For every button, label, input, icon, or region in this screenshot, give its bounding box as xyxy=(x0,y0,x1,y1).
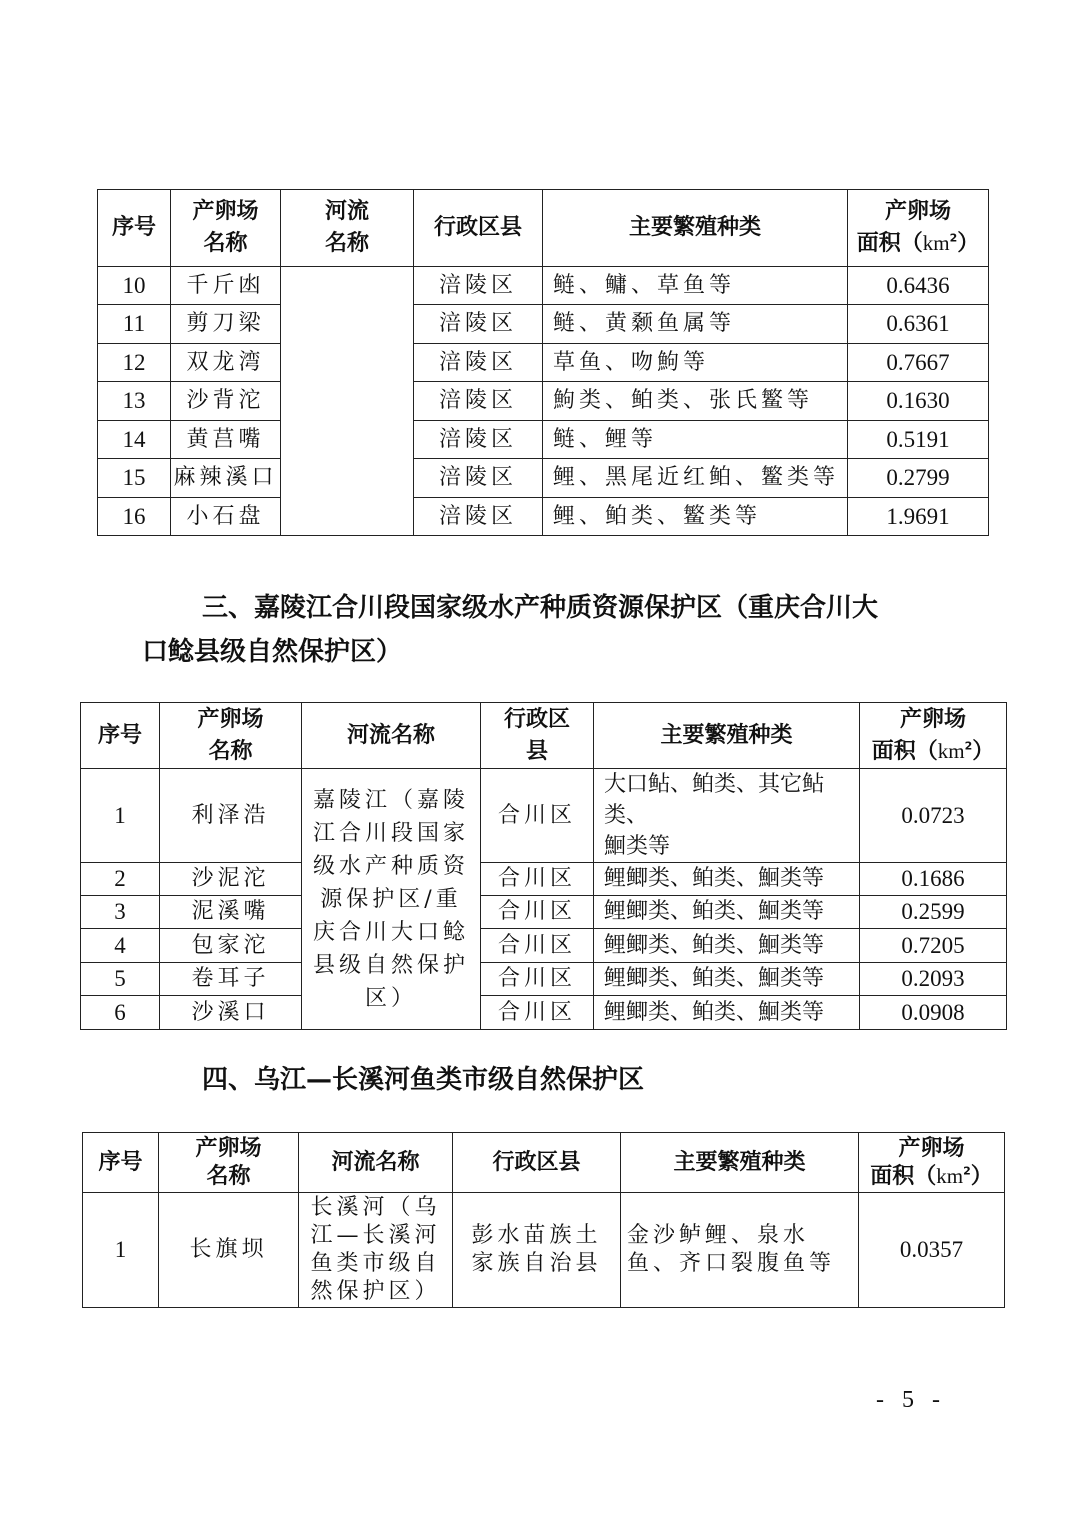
header-species: 主要繁殖种类 xyxy=(621,1133,859,1193)
header-district: 行政区县 xyxy=(414,190,543,267)
cell-site: 利泽浩 xyxy=(160,769,302,863)
table-row xyxy=(98,421,989,459)
cell-species: 鲤、黑尾近红鲌、鳘类等 xyxy=(543,459,848,498)
cell-species: 鲤鲫类、鲌类、鮰类等 xyxy=(594,963,860,996)
cell-site: 千斤凼 xyxy=(171,267,281,305)
header-district: 行政区 县 xyxy=(481,703,594,769)
cell-area: 0.6361 xyxy=(848,305,989,344)
header-river: 河流名称 xyxy=(299,1133,453,1193)
cell-district: 涪陵区 xyxy=(414,344,543,382)
section3-heading-line2: 口鲶县级自然保护区） xyxy=(142,637,403,667)
cell-no: 13 xyxy=(98,382,171,421)
cell-district: 涪陵区 xyxy=(414,498,543,536)
table-row xyxy=(81,929,1007,963)
table-row xyxy=(81,769,1007,863)
cell-no: 12 xyxy=(98,344,171,382)
table-row xyxy=(98,459,989,498)
spawning-table-wujiang xyxy=(82,1132,1005,1308)
cell-no: 16 xyxy=(98,498,171,536)
header-site-line2: 名称 xyxy=(203,231,248,256)
cell-no: 5 xyxy=(81,963,160,996)
cell-district: 合川区 xyxy=(481,896,594,929)
cell-site: 沙背沱 xyxy=(171,382,281,421)
table-header-row xyxy=(98,190,989,267)
cell-species: 鲤鲫类、鲌类、鮰类等 xyxy=(594,996,860,1030)
cell-site: 卷耳子 xyxy=(160,963,302,996)
cell-no: 6 xyxy=(81,996,160,1030)
cell-no: 4 xyxy=(81,929,160,963)
cell-species: 鲤鲫类、鲌类、鮰类等 xyxy=(594,863,860,896)
table-header-row xyxy=(81,703,1007,769)
header-site: 产卵场 名称 xyxy=(159,1133,299,1193)
cell-district: 涪陵区 xyxy=(414,459,543,498)
cell-district: 合川区 xyxy=(481,863,594,896)
cell-no: 3 xyxy=(81,896,160,929)
table-row xyxy=(98,267,989,305)
cell-no: 10 xyxy=(98,267,171,305)
cell-species: 鲢、黄颡鱼属等 xyxy=(543,305,848,344)
cell-area: 0.5191 xyxy=(848,421,989,459)
cell-district: 彭水苗族土家族自治县 xyxy=(453,1193,621,1308)
cell-area: 0.2599 xyxy=(860,896,1007,929)
header-area-line2: 面积$(km^2)$ xyxy=(856,231,980,256)
header-site-line1: 产卵场 xyxy=(192,199,259,225)
cell-species: 鲤鲫类、鲌类、鮰类等 xyxy=(594,929,860,963)
cell-district: 合川区 xyxy=(481,769,594,863)
cell-area: 0.0357 xyxy=(859,1193,1005,1308)
table-row xyxy=(83,1193,1005,1308)
cell-species: 大口鲇、鲌类、其它鲇类、 鮰类等 xyxy=(594,769,860,863)
header-district: 行政区县 xyxy=(453,1133,621,1193)
cell-area: 0.1686 xyxy=(860,863,1007,896)
section3-heading xyxy=(142,586,962,674)
header-river xyxy=(281,190,414,267)
cell-site: 麻辣溪口 xyxy=(171,459,281,498)
page-number: - 5 - xyxy=(876,1387,946,1413)
cell-site: 小石盘 xyxy=(171,498,281,536)
header-area xyxy=(848,190,989,267)
cell-site: 黄莒嘴 xyxy=(171,421,281,459)
cell-no: 2 xyxy=(81,863,160,896)
table-header-row xyxy=(83,1133,1005,1193)
cell-species: 鲢、鲤等 xyxy=(543,421,848,459)
header-site: 产卵场 名称 xyxy=(160,703,302,769)
cell-district: 涪陵区 xyxy=(414,305,543,344)
cell-river: 长溪河（乌江—长溪河鱼类市级自然保护区） xyxy=(299,1193,453,1308)
cell-site: 沙溪口 xyxy=(160,996,302,1030)
cell-area: 0.6436 xyxy=(848,267,989,305)
cell-species: 鲤、鲌类、鳘类等 xyxy=(543,498,848,536)
cell-district: 合川区 xyxy=(481,963,594,996)
section3-heading-line1: 三、嘉陵江合川段国家级水产种质资源保护区（重庆合川大 xyxy=(202,593,879,623)
header-area: 产卵场 面积$(km^2)$ xyxy=(859,1133,1005,1193)
table-row xyxy=(98,344,989,382)
cell-no: 15 xyxy=(98,459,171,498)
table-row xyxy=(98,382,989,421)
header-no: 序号 xyxy=(81,703,160,769)
header-area: 产卵场 面积$(km^2)$ xyxy=(860,703,1007,769)
cell-no: 1 xyxy=(83,1193,159,1308)
cell-district: 涪陵区 xyxy=(414,382,543,421)
header-species: 主要繁殖种类 xyxy=(543,190,848,267)
cell-site: 剪刀梁 xyxy=(171,305,281,344)
header-site xyxy=(171,190,281,267)
table-row xyxy=(81,963,1007,996)
cell-no: 14 xyxy=(98,421,171,459)
header-species: 主要繁殖种类 xyxy=(594,703,860,769)
cell-species: 鲢、鳙、草鱼等 xyxy=(543,267,848,305)
table-row xyxy=(81,863,1007,896)
cell-species: 鮈类、鲌类、张氏鳘等 xyxy=(543,382,848,421)
header-area-line1: 产卵场 xyxy=(884,199,951,225)
cell-site: 双龙湾 xyxy=(171,344,281,382)
header-no: 序号 xyxy=(83,1133,159,1193)
cell-species: 鲤鲫类、鲌类、鮰类等 xyxy=(594,896,860,929)
header-river-line2: 名称 xyxy=(324,231,369,256)
cell-area: 0.2799 xyxy=(848,459,989,498)
cell-area: 0.0723 xyxy=(860,769,1007,863)
table-row xyxy=(81,996,1007,1030)
cell-species: 草鱼、吻鮈等 xyxy=(543,344,848,382)
cell-district: 涪陵区 xyxy=(414,267,543,305)
cell-no: 1 xyxy=(81,769,160,863)
cell-species: 金沙鲈鲤、泉水鱼、齐口裂腹鱼等 xyxy=(621,1193,859,1308)
spawning-table-jialing xyxy=(80,702,1007,1030)
cell-area: 0.0908 xyxy=(860,996,1007,1030)
cell-district: 合川区 xyxy=(481,929,594,963)
table-row xyxy=(81,896,1007,929)
cell-site: 长旗坝 xyxy=(159,1193,299,1308)
section4-heading: 四、乌江—长溪河鱼类市级自然保护区 xyxy=(202,1065,645,1095)
cell-area: 1.9691 xyxy=(848,498,989,536)
cell-area: 0.2093 xyxy=(860,963,1007,996)
table-row xyxy=(98,498,989,536)
header-river-line1: 河流 xyxy=(324,199,369,225)
cell-area: 0.7667 xyxy=(848,344,989,382)
cell-river-merged: 嘉陵江（嘉陵江合川段国家级水产种质资源保护区/重庆合川大口鲶县级自然保护区） xyxy=(302,769,481,1030)
cell-site: 泥溪嘴 xyxy=(160,896,302,929)
cell-site: 包家沱 xyxy=(160,929,302,963)
spawning-table-continued xyxy=(97,189,989,536)
header-no: 序号 xyxy=(98,190,171,267)
header-river: 河流名称 xyxy=(302,703,481,769)
cell-no: 11 xyxy=(98,305,171,344)
cell-area: 0.7205 xyxy=(860,929,1007,963)
cell-river-merged xyxy=(281,267,414,536)
cell-district: 涪陵区 xyxy=(414,421,543,459)
cell-district: 合川区 xyxy=(481,996,594,1030)
cell-site: 沙泥沱 xyxy=(160,863,302,896)
table-row xyxy=(98,305,989,344)
cell-area: 0.1630 xyxy=(848,382,989,421)
